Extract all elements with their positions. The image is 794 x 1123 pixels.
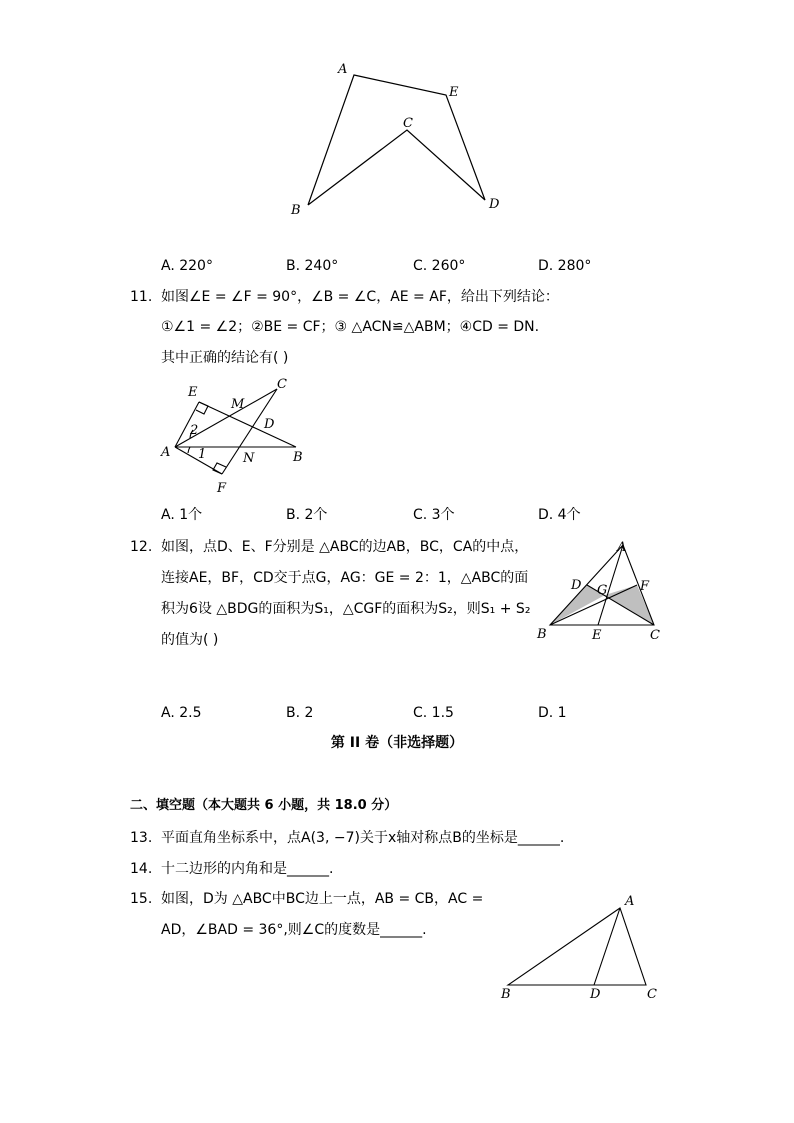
q10-option-d[interactable]: D. 280° (538, 258, 592, 274)
label-E: E (188, 385, 198, 400)
figure-q15 (495, 890, 670, 1005)
figure-q12 (530, 535, 670, 645)
part2-title: 第 II 卷（非选择题） (330, 735, 464, 751)
label-B: B (537, 627, 547, 642)
q11-option-b[interactable]: B. 2个 (286, 507, 328, 523)
q11-line3: 其中正确的结论有( ) (161, 350, 289, 366)
label-D: D (489, 197, 500, 212)
q11-number: 11. (130, 289, 153, 305)
q15-number: 15. (130, 891, 153, 907)
label-G: G (597, 583, 608, 598)
label-A: A (338, 62, 348, 77)
label-B: B (293, 450, 303, 465)
label-D: D (571, 578, 582, 593)
q12-option-c[interactable]: C. 1.5 (413, 705, 454, 721)
label-2: 2 (190, 423, 199, 438)
label-C: C (650, 628, 660, 643)
q13-text: 平面直角坐标系中，点A(3, −7)关于x轴对称点B的坐标是______. (161, 830, 565, 846)
q12-option-b[interactable]: B. 2 (286, 705, 314, 721)
figure-q11 (155, 372, 315, 497)
label-C: C (277, 377, 287, 392)
q11-option-d[interactable]: D. 4个 (538, 507, 581, 523)
q15-line2: AD，∠BAD = 36°,则∠C的度数是______. (161, 922, 427, 938)
label-C: C (403, 116, 413, 131)
q11-option-a[interactable]: A. 1个 (161, 507, 203, 523)
label-B: B (291, 203, 301, 218)
q12-number: 12. (130, 539, 153, 555)
label-A: A (617, 540, 627, 555)
q12-line4: 的值为( ) (161, 632, 219, 648)
q14-number: 14. (130, 861, 153, 877)
q10-option-c[interactable]: C. 260° (413, 258, 466, 274)
q13-number: 13. (130, 830, 153, 846)
label-D: D (590, 987, 601, 1002)
label-N: N (243, 451, 255, 466)
q12-line3: 积为6设 △BDG的面积为S₁，△CGF的面积为S₂，则S₁ + S₂ (161, 601, 531, 617)
q12-option-a[interactable]: A. 2.5 (161, 705, 202, 721)
label-A: A (161, 445, 171, 460)
label-F: F (217, 481, 227, 496)
q10-option-b[interactable]: B. 240° (286, 258, 339, 274)
q12-option-d[interactable]: D. 1 (538, 705, 567, 721)
label-B: B (501, 987, 511, 1002)
section2-title: 二、填空题（本大题共 6 小题，共 18.0 分） (130, 798, 398, 813)
q12-line2: 连接AE，BF，CD交于点G，AG：GE = 2：1，△ABC的面 (161, 570, 529, 586)
q11-line1: 如图∠E = ∠F = 90°，∠B = ∠C，AE = AF，给出下列结论： (161, 289, 559, 305)
label-C: C (647, 987, 657, 1002)
q15-line1: 如图，D为 △ABC中BC边上一点，AB = CB，AC = (161, 891, 484, 907)
label-D: D (264, 417, 275, 432)
label-A: A (625, 894, 635, 909)
q12-line1: 如图，点D、E、F分别是 △ABC的边AB，BC，CA的中点， (161, 539, 529, 555)
label-M: M (231, 397, 245, 412)
label-E: E (592, 628, 602, 643)
label-1: 1 (198, 447, 207, 462)
q11-option-c[interactable]: C. 3个 (413, 507, 455, 523)
q11-line2: ①∠1 = ∠2；②BE = CF；③ △ACN≌△ABM；④CD = DN. (161, 319, 540, 335)
q14-text: 十二边形的内角和是______. (161, 861, 334, 877)
figure-q10 (280, 55, 520, 225)
label-F: F (640, 579, 650, 594)
q10-option-a[interactable]: A. 220° (161, 258, 213, 274)
label-E: E (449, 85, 459, 100)
